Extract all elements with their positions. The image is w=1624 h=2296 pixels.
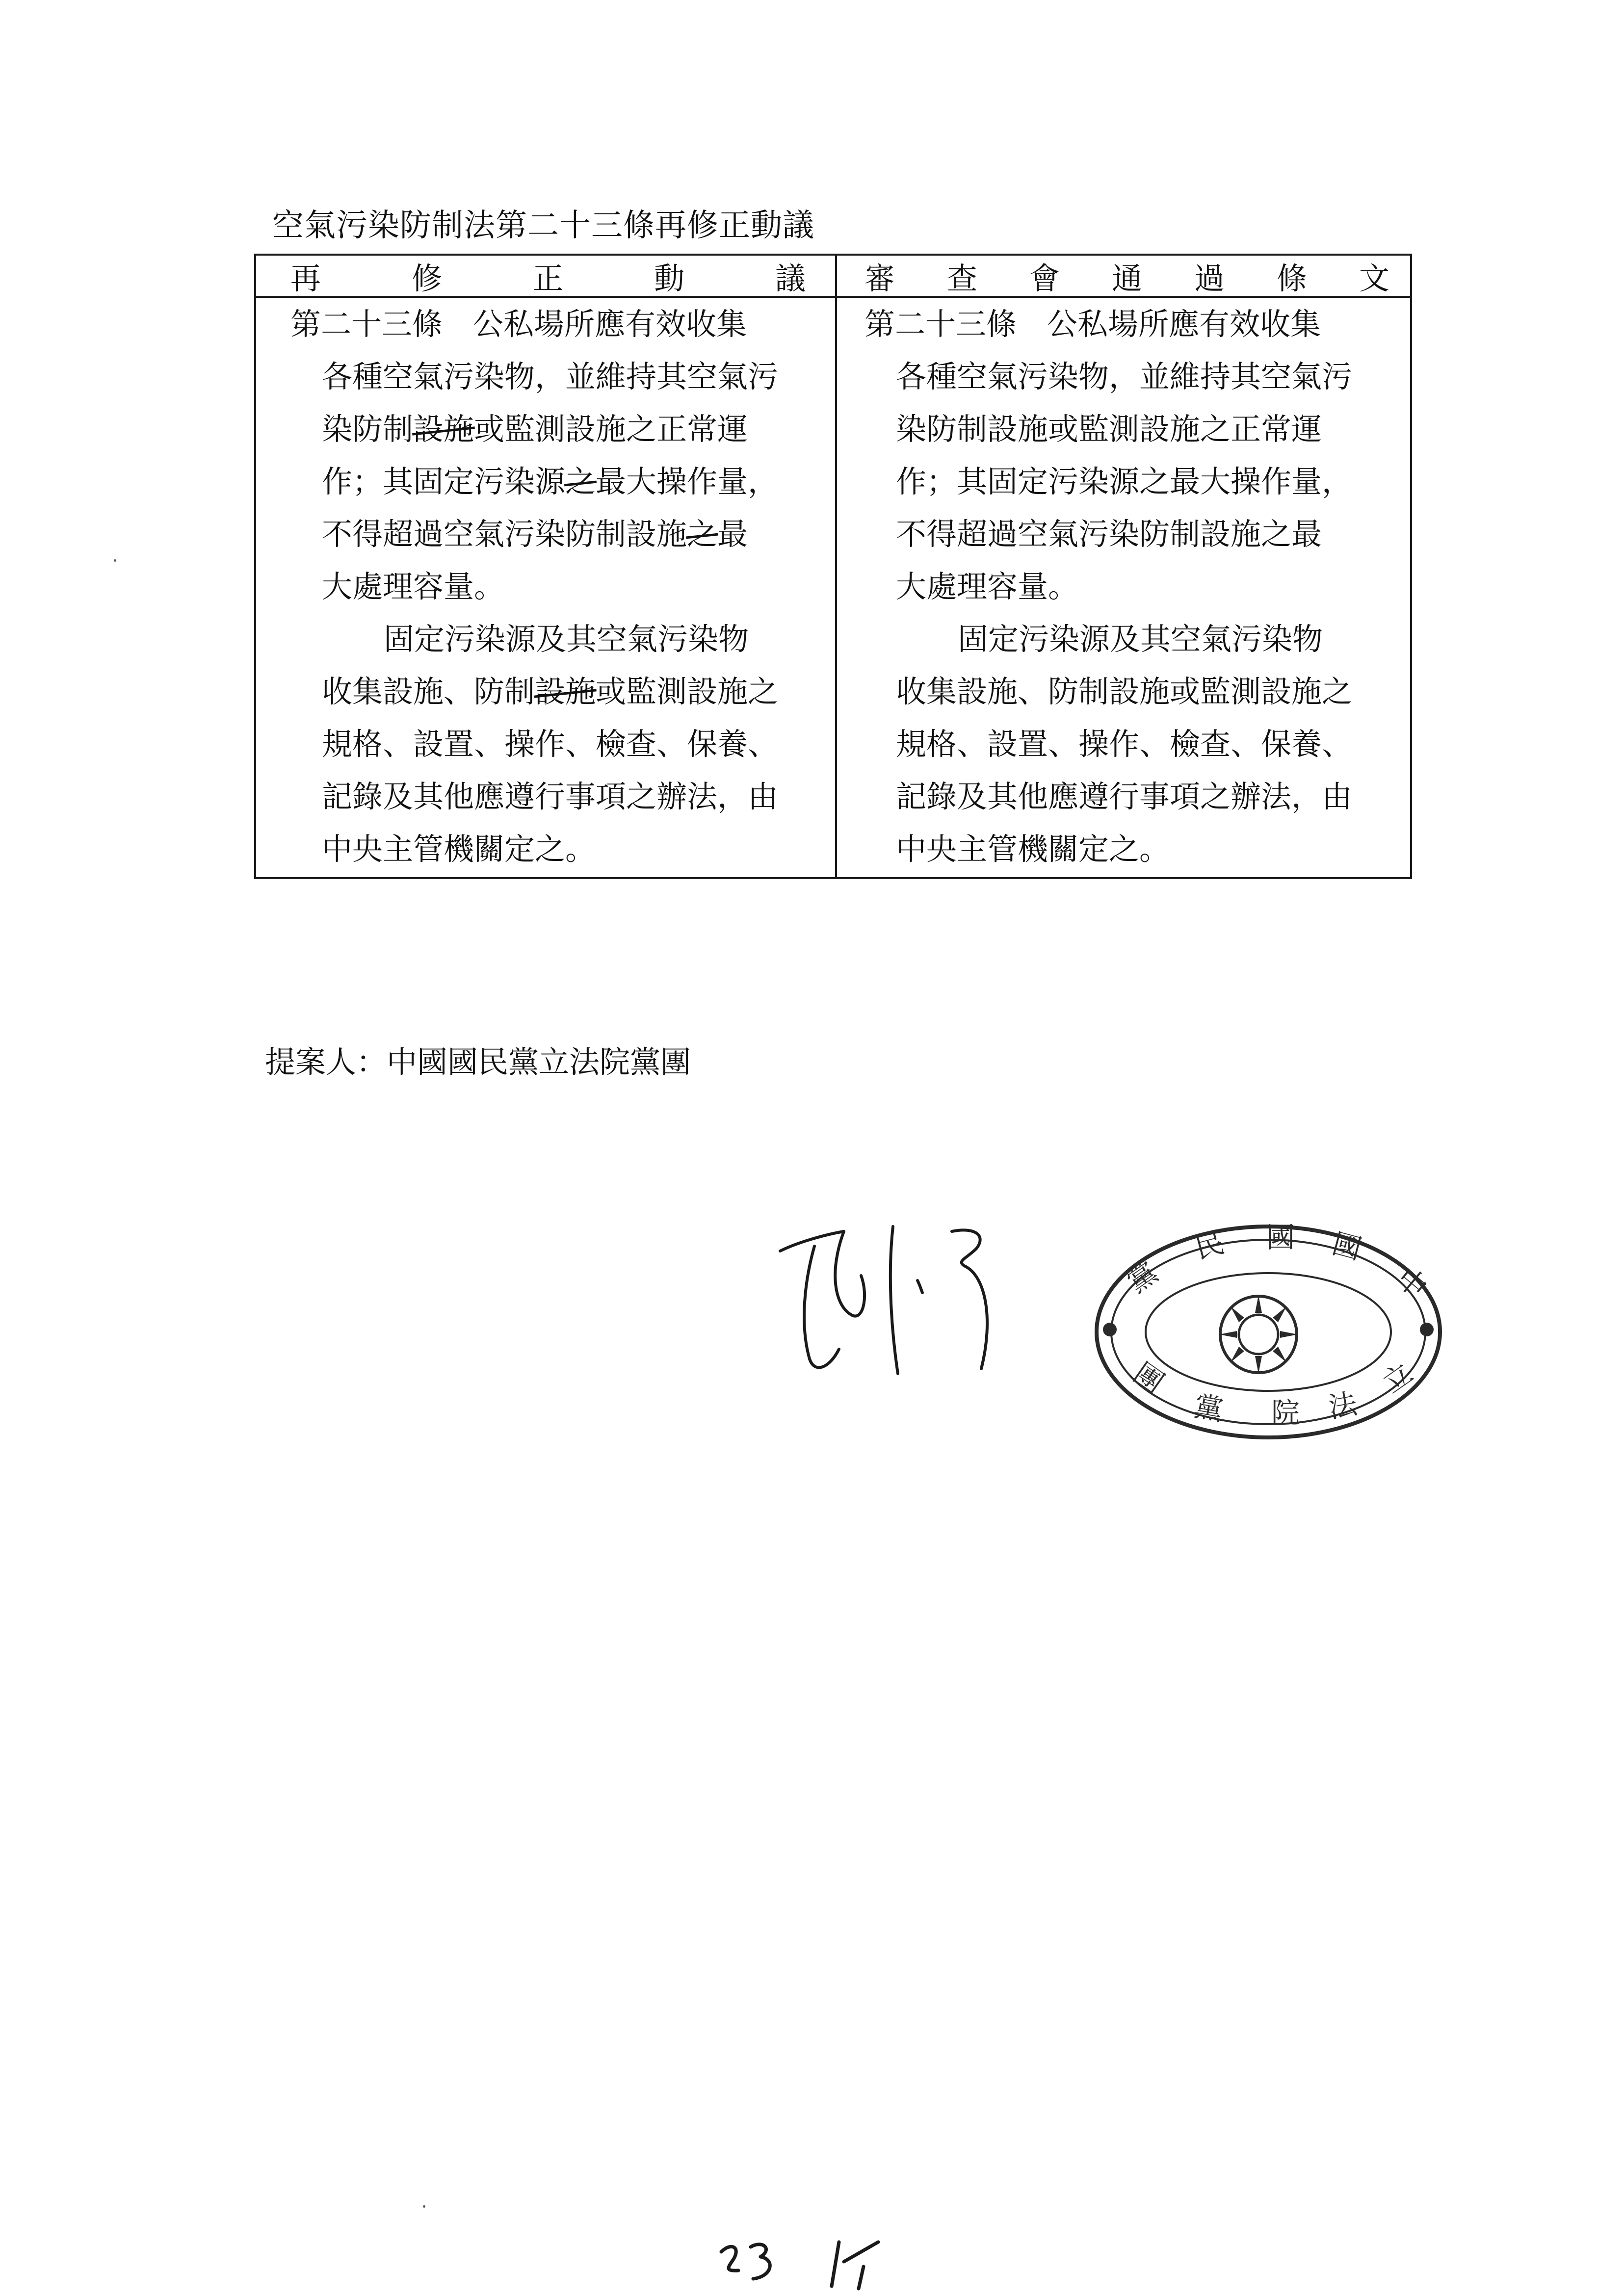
handwritten-signature [770,1212,1045,1388]
text-line: 規格、設置、操作、檢查、保養、 [896,726,1353,762]
svg-text:民: 民 [1191,1226,1228,1266]
text-line: 規格、設置、操作、檢查、保養、 [322,726,779,762]
text-line: 中央主管機關定之。 [896,831,1170,867]
right-header-char: 條 [1276,260,1307,296]
right-header-char: 查 [946,260,977,296]
svg-text:中: 中 [1390,1260,1434,1305]
right-column-header [864,258,1389,294]
left-header-char: 正 [532,260,563,296]
right-header-char: 會 [1029,260,1060,296]
svg-text:國: 國 [1266,1221,1295,1254]
text-segment: 作；其固定污染源 [322,464,566,499]
right-header-char: 文 [1359,260,1389,296]
text-segment: 或監測設施之正常運 [474,411,748,447]
text-segment: 最大操作量， [596,464,779,499]
text-line: 各種空氣污染物，並維持其空氣污 [322,359,779,394]
document-title: 空氣污染防制法第二十三條再修正動議 [272,208,814,244]
svg-text:法: 法 [1326,1386,1360,1425]
left-header-char: 議 [775,260,806,296]
text-segment: 最 [717,516,748,552]
deleted-text: 設施 [535,674,596,709]
proposer-line: 提案人：中國國民黨立法院黨團 [265,1044,691,1080]
right-header-char: 審 [864,260,895,296]
text-segment: 染防制 [322,411,414,447]
svg-text:院: 院 [1271,1396,1300,1430]
text-line: 收集設施、防制設施或監測設施之 [896,674,1353,709]
text-line: 記錄及其他應遵行事項之辦法，由 [322,779,779,814]
text-line [290,403,811,455]
svg-text:團: 團 [1127,1356,1170,1400]
left-header-char: 修 [411,260,442,296]
left-header-char: 動 [654,260,684,296]
party-seal-stamp [1089,1217,1447,1447]
deleted-text: 設施 [413,411,474,447]
right-column-body [864,298,1385,875]
handwritten-page-number [716,2232,883,2291]
scan-speck [114,559,116,562]
right-header-char: 過 [1194,260,1225,296]
text-line: 作；其固定污染源之最大操作量， [896,464,1353,499]
text-line: 染防制設施或監測設施之正常運 [896,411,1322,447]
text-line: 大處理容量。 [322,569,505,604]
text-segment: 收集設施、防制 [322,674,535,709]
deleted-text: 之 [565,464,596,499]
right-header-char: 通 [1111,260,1142,296]
text-segment: 或監測設施之 [596,674,779,709]
svg-text:黨: 黨 [1121,1255,1164,1300]
text-segment: 不得超過空氣污染防制設施 [322,516,687,552]
text-line: 不得超過空氣污染防制設施之最 [896,516,1322,552]
text-line: 記錄及其他應遵行事項之辦法，由 [896,779,1353,814]
text-line: 固定污染源及其空氣污染物 [958,621,1323,657]
left-header-char: 再 [290,260,321,296]
svg-text:立: 立 [1376,1356,1419,1400]
text-line: 中央主管機關定之。 [322,831,596,867]
text-line: 第二十三條 公私場所應有效收集 [864,306,1321,342]
text-line [290,665,811,718]
left-column-body [290,298,811,875]
text-line: 大處理容量。 [896,569,1079,604]
scan-speck [423,2205,425,2208]
column-divider [835,256,837,877]
deleted-text: 之 [687,516,718,552]
comparison-table [254,254,1412,879]
text-line [290,455,811,508]
svg-text:國: 國 [1329,1226,1365,1267]
text-line: 第二十三條 公私場所應有效收集 [290,306,747,342]
text-line: 固定污染源及其空氣污染物 [384,621,749,657]
left-column-header [290,258,806,294]
svg-text:黨: 黨 [1192,1389,1226,1427]
text-line: 各種空氣污染物，並維持其空氣污 [896,359,1353,394]
text-line [290,508,811,560]
